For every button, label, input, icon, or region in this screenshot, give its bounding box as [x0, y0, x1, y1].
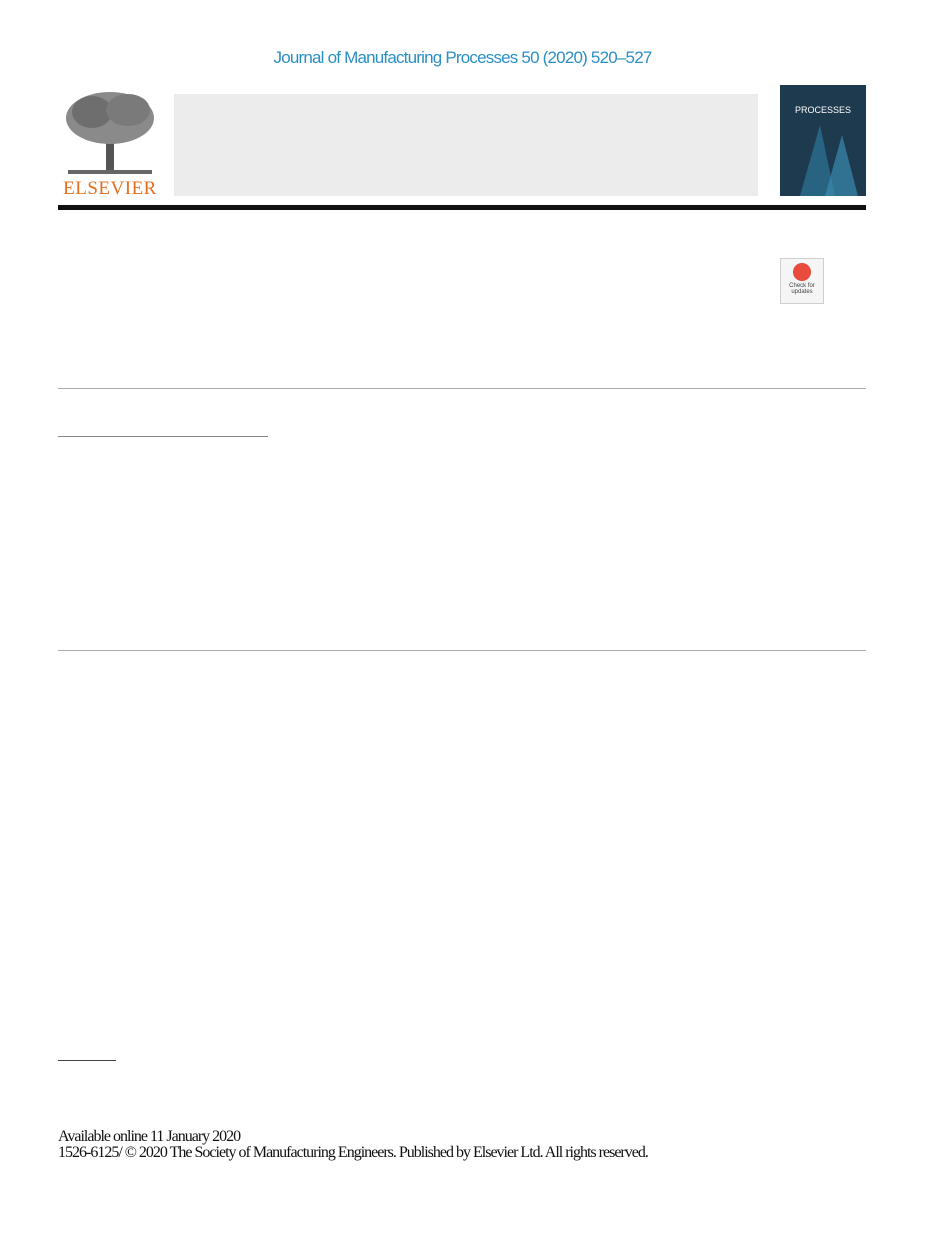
divider [58, 388, 866, 389]
available-online: Available online 11 January 2020 [58, 1128, 241, 1145]
publisher-name: ELSEVIER [63, 178, 157, 199]
header-rule [58, 205, 866, 210]
divider [58, 650, 866, 651]
footnote-rule [58, 1060, 116, 1061]
cover-title: PROCESSES [794, 105, 852, 115]
check-label: Check for updates [789, 283, 815, 295]
journal-banner [174, 94, 758, 196]
copyright: 1526-6125/ © 2020 The Society of Manufacturing Engineers. Published by Elsevier Ltd. All rights reserved. [58, 1144, 648, 1161]
article-info-rule [58, 436, 268, 437]
check-icon [793, 263, 811, 281]
journal-cover[interactable] [780, 85, 866, 196]
check-for-updates-badge[interactable] [780, 258, 824, 304]
journal-reference[interactable]: Journal of Manufacturing Processes 50 (2020) 520–527 [273, 48, 652, 67]
